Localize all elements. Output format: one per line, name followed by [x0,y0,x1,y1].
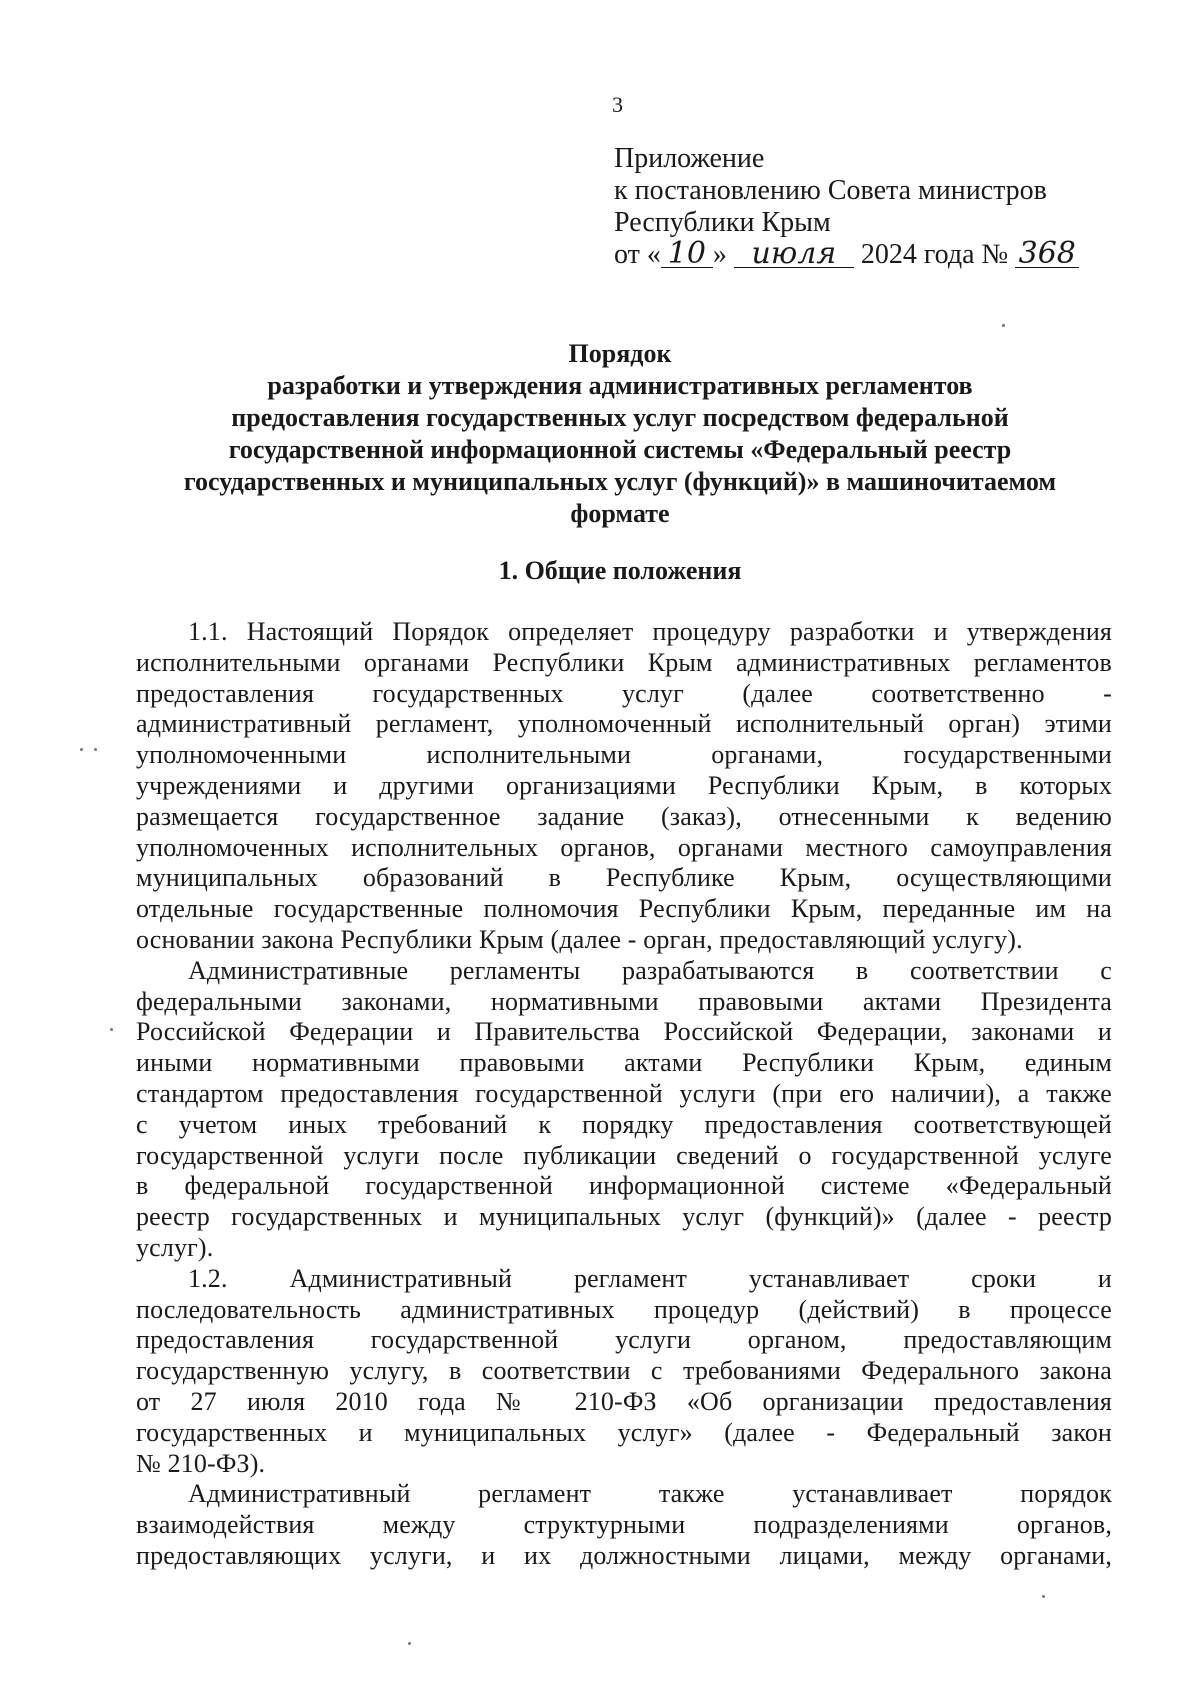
title-line: предоставления государственных услуг посредством федеральной [231,403,1009,432]
paragraph-1-1 [136,617,1112,956]
text-line: Российской Федерации и Правительства Российской Федерации, законами и [136,1017,1112,1047]
date-prefix: от « [614,239,661,270]
text-line: предоставления государственной услуги органом, предоставляющим [136,1325,1112,1355]
title-line: формате [570,499,670,528]
appendix-date-line [614,236,1079,271]
appendix-republic-line: Республики Крым [614,207,831,238]
text-line: исполнительными органами Республики Крым административных регламентов [136,647,1112,677]
page-number: 3 [612,92,623,117]
date-quote-close: » [712,239,727,270]
paragraph-interaction [136,1479,1112,1571]
title-line: государственной информационной системы «Федеральный реестр [228,435,1012,464]
text-line: от 27 июля 2010 года № 210-ФЗ «Об организации предоставления [136,1386,1112,1416]
text-line: государственных и муниципальных услуг» (далее - Федеральный закон [136,1417,1112,1447]
scan-speck [1002,324,1005,327]
text-line: Административный регламент также устанавливает порядок [188,1479,1112,1509]
text-line: федеральными законами, нормативными правовыми актами Президента [136,986,1112,1016]
text-line: предоставляющих услуги, и их должностными лицами, между органами, [136,1540,1112,1570]
title-line: государственных и муниципальных услуг (функций)» в машиночитаемом [183,467,1057,496]
handwritten-number: 368 [1015,241,1079,268]
handwritten-month: июля [734,241,854,268]
handwritten-day: 10 [661,241,713,268]
text-line: государственной услуги после публикации сведений о государственной услуге [136,1140,1112,1170]
document-title [130,338,1110,530]
scan-speck [80,748,83,751]
text-line: с учетом иных требований к порядку предоставления соответствующей [136,1109,1112,1139]
paragraph-1-2 [136,1264,1112,1480]
text-line: услуг). [136,1232,214,1262]
text-line: учреждениями и другими организациями Республики Крым, в которых [136,770,1112,800]
title-line: разработки и утверждения административных регламентов [267,371,973,400]
text-line: основании закона Республики Крым (далее - орган, предоставляющий услугу). [136,924,1023,954]
text-line: № 210-ФЗ). [136,1448,266,1478]
text-line: 1.2. Административный регламент устанавливает сроки и [188,1263,1112,1293]
text-line: отдельные государственные полномочия Республики Крым, переданные им на [136,894,1112,924]
text-line: последовательность административных процедур (действий) в процессе [136,1294,1112,1324]
text-line: административный регламент, уполномоченный исполнительный орган) этими [136,709,1112,739]
paragraph-regulations [136,956,1112,1264]
text-line: 1.1. Настоящий Порядок определяет процедуру разработки и утверждения [188,617,1112,646]
scan-speck [94,748,97,751]
scan-speck [110,1028,113,1031]
text-line: предоставления государственных услуг (далее соответственно - [136,678,1112,708]
text-line: уполномоченными исполнительными органами, государственными [136,740,1112,770]
scan-speck [1042,1595,1045,1598]
text-line: Административные регламенты разрабатываются в соответствии с [188,955,1112,985]
scan-speck [408,1642,411,1645]
appendix-block [614,143,1079,271]
section-heading: 1. Общие положения [498,556,742,585]
text-line: государственную услугу, в соответствии с требованиями Федерального закона [136,1356,1112,1386]
text-line: муниципальных образований в Республике Крым, осуществляющими [136,863,1112,893]
text-line: иными нормативными правовыми актами Республики Крым, единым [136,1048,1112,1078]
appendix-title: Приложение [614,143,765,174]
text-line: уполномоченных исполнительных органов, органами местного самоуправления [136,832,1112,862]
text-line: стандартом предоставления государственной услуги (при его наличии), а также [136,1078,1112,1108]
title-line: Порядок [568,339,672,368]
text-line: взаимодействия между структурными подразделениями органов, [136,1510,1112,1540]
body-text [136,617,1112,1572]
appendix-decree-line: к постановлению Совета министров [614,175,1047,206]
text-line: реестр государственных и муниципальных услуг (функций)» (далее - реестр [136,1202,1112,1232]
date-year-text: 2024 года № [860,239,1009,270]
text-line: в федеральной государственной информационной системе «Федеральный [136,1171,1112,1201]
text-line: размещается государственное задание (заказ), отнесенными к ведению [136,801,1112,831]
